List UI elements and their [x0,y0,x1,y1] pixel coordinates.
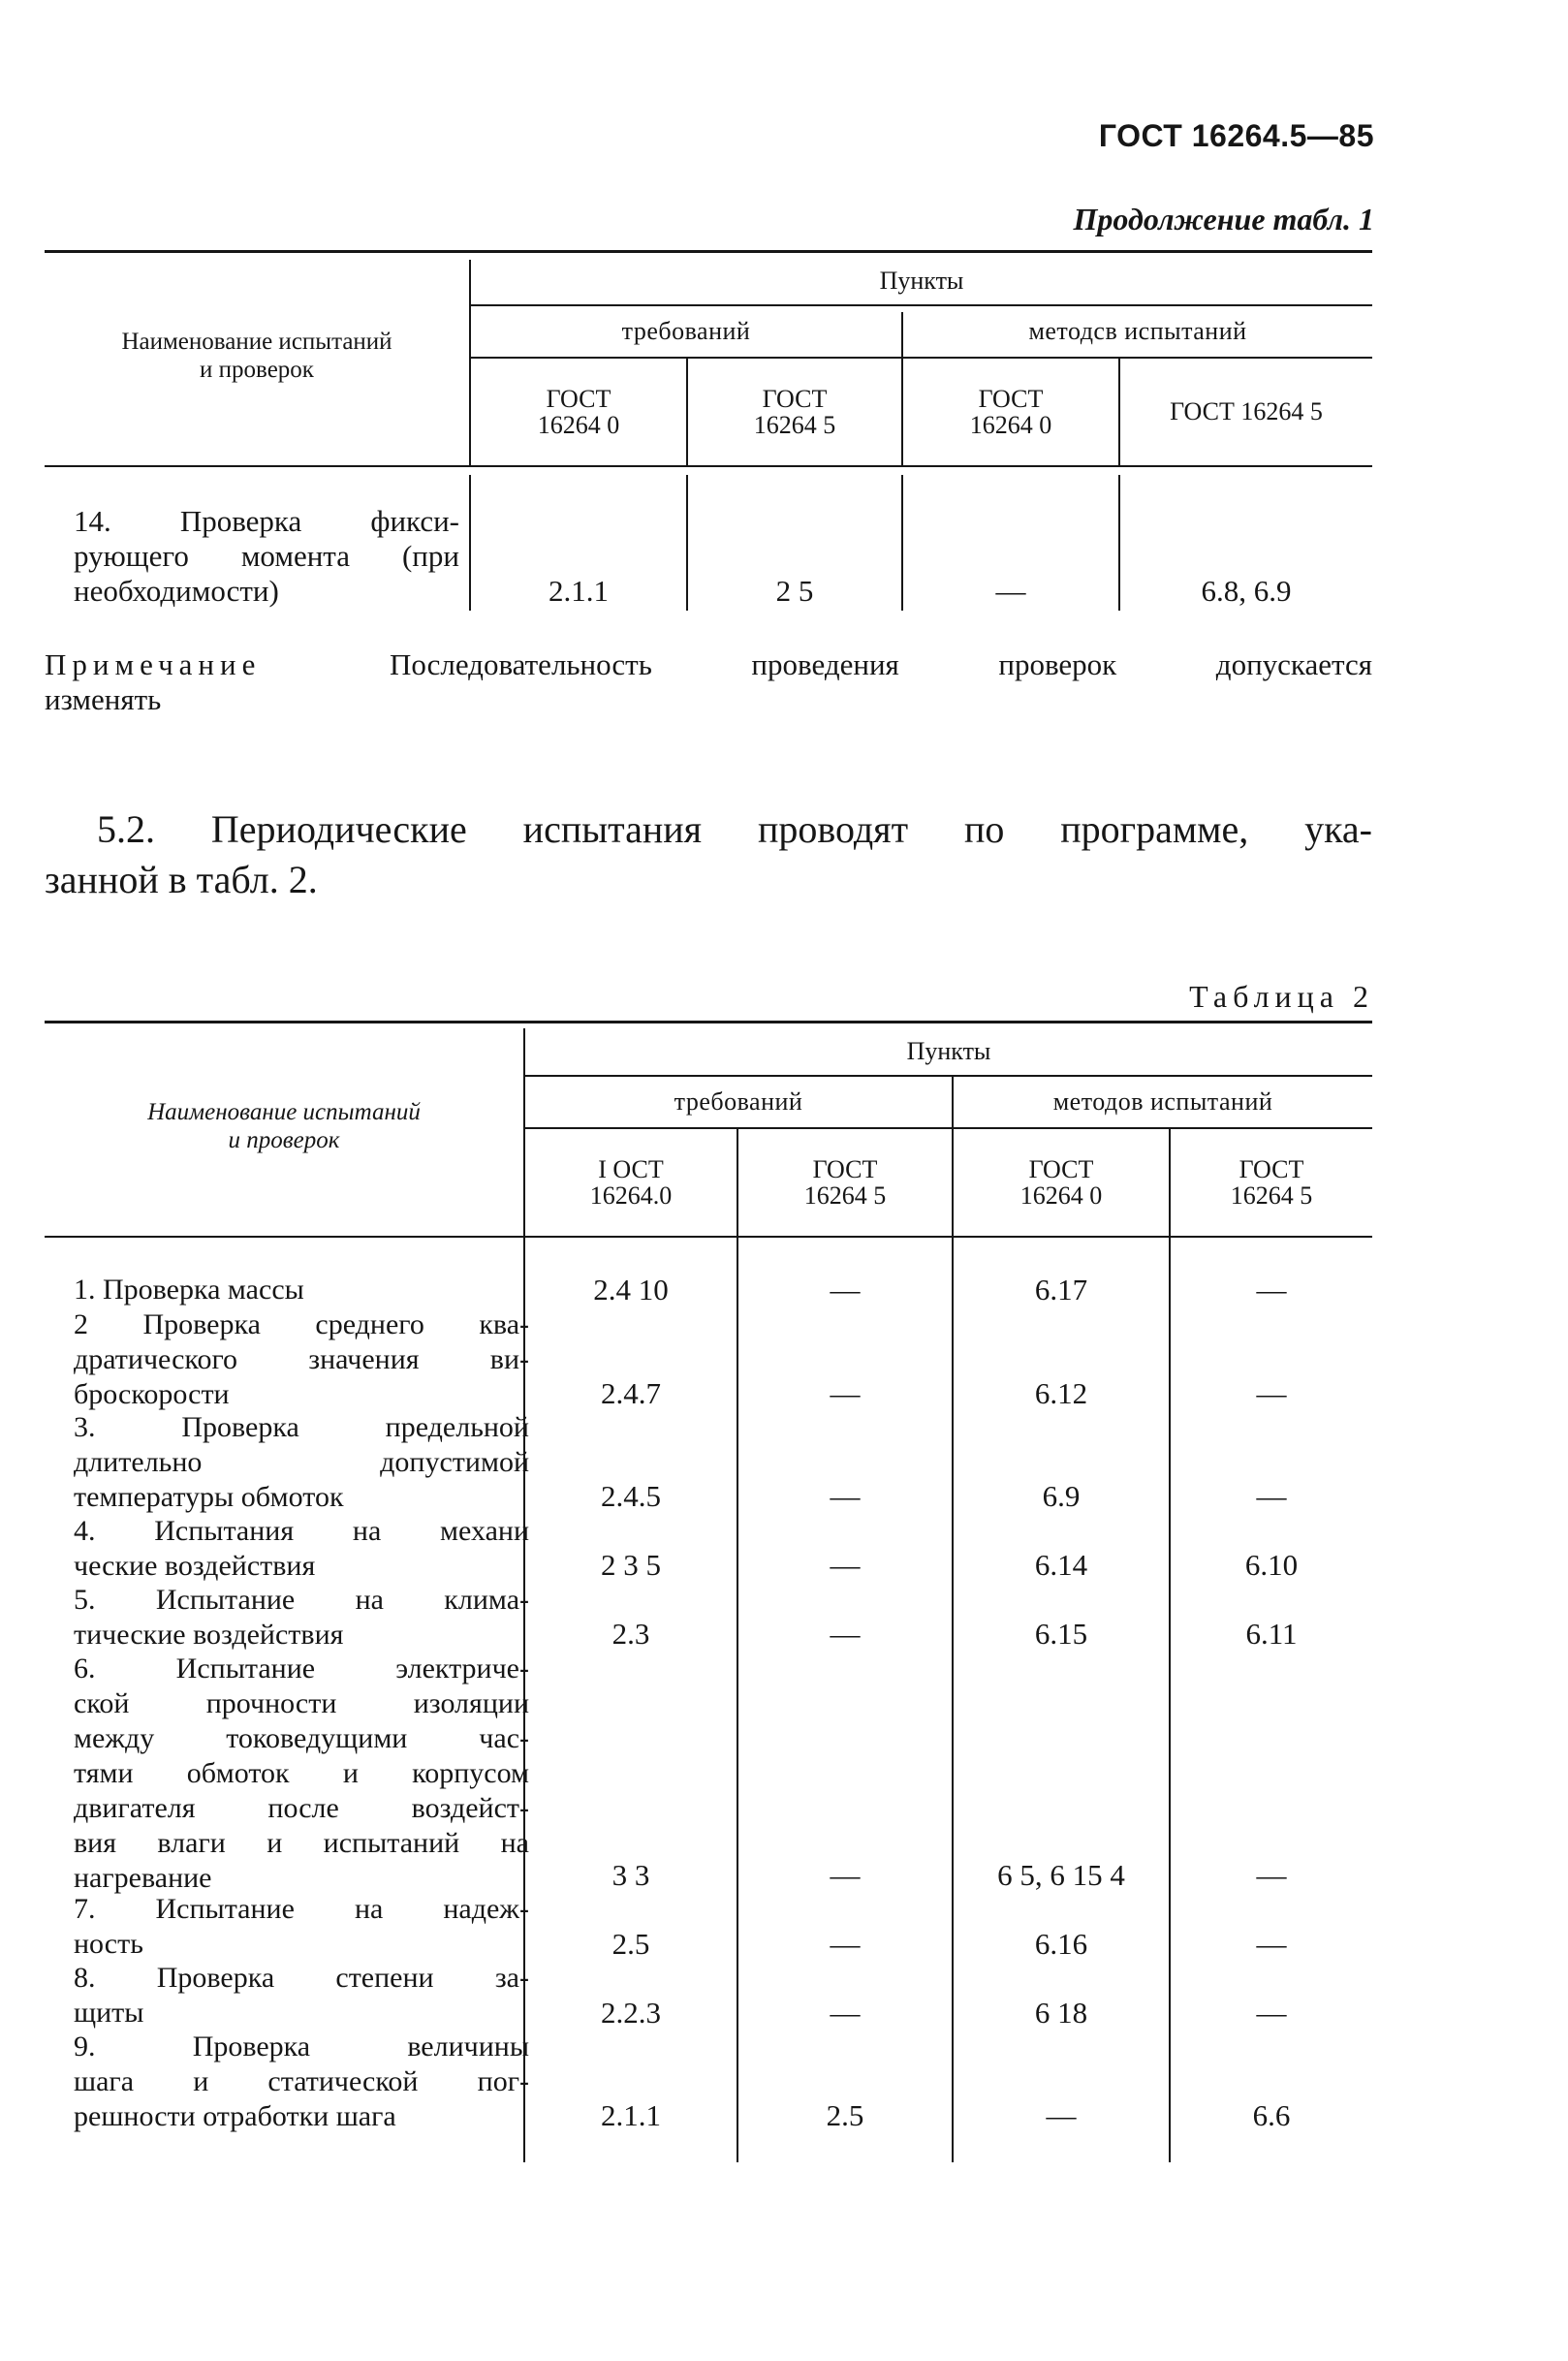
document-header: ГОСТ 16264.5—85 [1098,118,1374,153]
table-cell: — [830,1995,861,2030]
note-label: Примечание [45,647,262,681]
table-cell: 6.6 [1252,2098,1291,2132]
table-cell: 2 3 5 [601,1548,661,1582]
table-cell: — [830,1617,861,1651]
table2-col-header [954,1129,1169,1236]
table-cell: 6 18 [1034,1995,1088,2030]
table-cell: 6.14 [1034,1548,1088,1582]
name-line: решности отработки шага [74,2100,396,2132]
table-cell: 2.1.1 [601,2098,661,2132]
table2-points-header: Пункты [906,1037,991,1065]
table-cell: — [830,1857,861,1892]
name-line: ность [74,1928,143,1960]
note-word: допускается [1215,647,1372,681]
col-line1: ГОСТ [546,384,612,413]
name-line: 5. Испытание на клима- [74,1583,529,1616]
header-line: Наименование испытаний [147,1099,421,1126]
table1-requirements-header: требований [621,317,751,345]
name-line: необходимости) [74,574,279,608]
table2-col-name-header [45,1069,523,1185]
name-line: 1. Проверка массы [74,1274,304,1306]
col-line1: ГОСТ [1239,1154,1304,1183]
col-line1: ГОСТ [762,384,828,413]
name-line: тические воздействия [74,1618,344,1651]
table1-col-header [688,359,901,465]
name-line: 3. Проверка предельной [74,1411,529,1443]
name-line: тями обмоток и корпусом [74,1756,529,1789]
table1-col-header [1120,359,1372,465]
table1-col-name-header [45,299,469,415]
table2-title: Таблица 2 [1189,979,1374,1014]
table-row-name [74,2030,529,2134]
table-row-name [74,1273,529,1307]
section-paragraph [45,804,1372,905]
table-cell: 6.17 [1034,1273,1088,1306]
table-row-name [74,1961,529,2030]
table-cell: — [1256,1995,1287,2030]
col-line2: 16264 5 [753,411,836,439]
col-line2: 16264 0 [969,411,1052,439]
table1-points-header: Пункты [879,267,964,295]
name-line: нагревание [74,1861,212,1894]
table2-col-header [738,1129,952,1236]
table1-col-header [903,359,1118,465]
table-cell: — [1046,2098,1077,2132]
table-cell: 6.8, 6.9 [1201,574,1292,608]
table-row-name [74,1652,529,1896]
table-cell: — [1256,1375,1287,1410]
table-cell: 2.5 [826,2098,864,2132]
table1-continuation-label: Продолжение табл. 1 [1073,202,1374,236]
note-word: проведения [751,647,899,681]
name-line: броскорости [74,1377,230,1410]
table-cell: — [830,1273,861,1306]
paragraph-line: 5.2. Периодические испытания проводят по программе, ука- [97,807,1372,851]
table-cell: 2.1.1 [549,574,609,608]
name-line: ческие воздействия [74,1549,316,1582]
table-row-name [74,504,459,609]
table2-header-rule [45,1236,1372,1238]
table-cell: 6.12 [1034,1375,1088,1410]
table-row-name [74,1307,529,1412]
name-line: 14. Проверка фикси- [74,504,459,538]
table-cell: — [830,1926,861,1961]
name-line: вия влаги и испытаний на [74,1826,529,1859]
col-line2: 16264 5 [803,1181,887,1210]
name-line: 9. Проверка величины [74,2030,529,2062]
note-line: изменять [45,682,162,716]
col-line1: ГОСТ 16264 5 [1170,397,1323,426]
table-row-name [74,1583,529,1653]
note-word: проверок [998,647,1117,681]
col-line2: 16264 0 [1019,1181,1103,1210]
table-cell: 6.11 [1245,1617,1298,1651]
table-cell: 2.4.7 [601,1375,661,1410]
table-row-name [74,1514,529,1584]
table2-top-rule [45,1021,1372,1023]
col-line2: 16264.0 [589,1181,673,1210]
name-line: дратического значения ви- [74,1342,529,1375]
name-line: между токоведущими час- [74,1721,529,1754]
name-line: температуры обмоток [74,1481,344,1513]
col-line2: 16264 5 [1230,1181,1313,1210]
name-line: рующего момента (при [74,539,459,573]
name-line: 6. Испытание электриче- [74,1652,529,1684]
name-line: 2 Проверка среднего ква- [74,1307,529,1340]
table-cell: 6.15 [1034,1617,1088,1651]
table-cell: — [830,1479,861,1513]
col-line1: ГОСТ [1028,1154,1094,1183]
table-cell: 6.10 [1244,1548,1299,1582]
table1-methods-header: методсв испытаний [1028,317,1247,345]
table-cell: — [830,1375,861,1410]
name-line: щиты [74,1997,144,2029]
table-cell: 2.5 [612,1926,650,1961]
table2-col-header [525,1129,737,1236]
col-line2: 16264 0 [537,411,620,439]
table-cell: — [830,1548,861,1582]
table-row-name [74,1892,529,1962]
table-cell: 2.4 10 [593,1273,669,1306]
table-cell: — [1256,1273,1287,1306]
table1-note [45,647,1372,717]
table1-col-header [471,359,686,465]
table-cell: 6 5, 6 15 4 [997,1857,1125,1892]
table1-header-rule [45,465,1372,467]
name-line: шага и статической пог- [74,2065,529,2097]
col-line1: I ОСТ [598,1154,664,1183]
table2-methods-header: методов испытаний [1052,1087,1273,1116]
header-line: Наименование испытаний [121,329,392,356]
table-cell: — [1256,1479,1287,1513]
note-line [45,647,1372,682]
table-cell: — [1256,1926,1287,1961]
paragraph-line: занной в табл. 2. [45,858,318,901]
table-cell: 3 3 [612,1857,650,1892]
table-cell: 6.9 [1042,1479,1081,1513]
table-cell: — [995,574,1026,608]
name-line: длительно допустимой [74,1446,529,1478]
name-line: двигателя после воздейст- [74,1791,529,1824]
table-cell: 2.2.3 [601,1995,661,2030]
header-line: и проверок [228,1127,340,1153]
table2-requirements-header: требований [674,1087,803,1116]
name-line: 7. Испытание на надеж- [74,1893,529,1925]
col-line1: ГОСТ [978,384,1044,413]
header-line: и проверок [200,357,314,383]
table-cell: 6.16 [1034,1926,1088,1961]
table1 [45,250,1372,628]
table-cell: 2.4.5 [601,1479,661,1513]
table2 [45,1021,1372,2164]
table1-top-rule [45,250,1372,253]
name-line: 8. Проверка степени за- [74,1962,529,1994]
table-cell: 2.3 [612,1617,650,1651]
table-cell: — [1256,1857,1287,1892]
col-line1: ГОСТ [812,1154,878,1183]
name-line: 4. Испытания на механи [74,1514,529,1547]
table-cell: 2 5 [775,574,814,608]
table2-col-header [1171,1129,1372,1236]
name-line: ской прочности изоляции [74,1686,529,1719]
table-row-name [74,1410,529,1515]
note-word: Последовательность [389,647,652,681]
